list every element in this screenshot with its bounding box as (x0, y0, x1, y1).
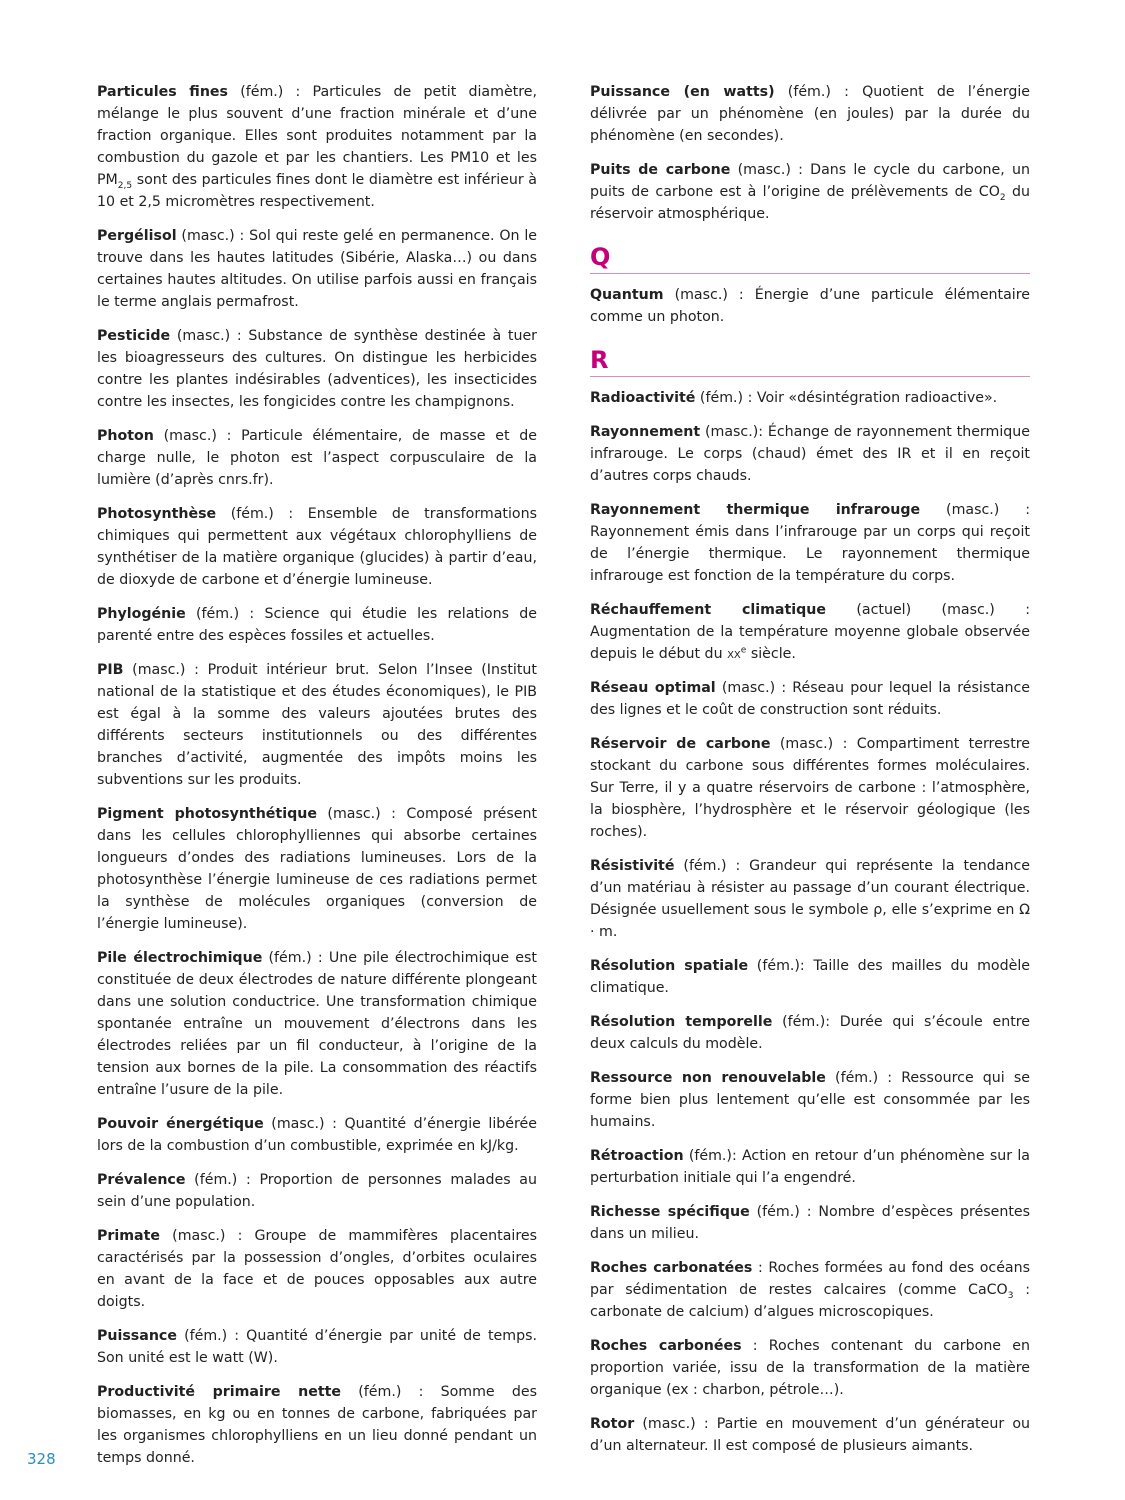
entry-term: Pile électrochimique (97, 950, 263, 966)
glossary-entry (590, 81, 1030, 147)
entry-definition: (masc.) : Dans le cycle du carbone, un puits de carbone est à l’origine de prélèvements de CO (590, 162, 1030, 200)
entry-term: PIB (97, 662, 124, 678)
entry-definition: (fém.) : Voir «désintégration radioactive». (695, 390, 998, 406)
entry-term: Pergélisol (97, 228, 177, 244)
entry-term: Réchauffement climatique (590, 602, 826, 618)
entry-term: Puits de carbone (590, 162, 731, 178)
entry-definition: (fém.) : Particules de petit diamètre, mélange le plus souvent d’une fraction minérale et d’une fraction organique. Elles sont produites notamment par la combustion du gazole et par les chantiers. Les PM10 et les PM (97, 84, 537, 188)
glossary-entry (97, 803, 537, 935)
entry-definition: (fém.) : Grandeur qui représente la tendance d’un matériau à résister au passage d’un courant électrique. Désignée usuellement sous le symbole ρ, elle s’exprime en Ω · m. (590, 858, 1030, 940)
entry-term: Roches carbonatées (590, 1260, 753, 1276)
entry-term: Rayonnement (590, 424, 701, 440)
glossary-entry (97, 947, 537, 1101)
entry-definition: (actuel) (masc.) : Augmentation de la température moyenne globale observée depuis le début du (590, 602, 1031, 662)
glossary-entry (590, 284, 1030, 328)
entry-term: Quantum (590, 287, 664, 303)
entry-definition: (masc.) : Rayonnement émis dans l’infrarouge par un corps qui reçoit de l’énergie thermique. Le rayonnement thermique infrarouge est fonction de la température du corps. (590, 502, 1030, 584)
page-number: 328 (27, 1450, 56, 1468)
glossary-entry (97, 503, 537, 591)
glossary-entry (590, 733, 1030, 843)
glossary-entry (590, 1413, 1030, 1457)
entry-definition: (fém.) : Somme des biomasses, en kg ou en tonnes de carbone, fabriquées par les organismes chlorophylliens en un lieu donné pendant un temps donné. (97, 1384, 537, 1466)
entry-definition: : Roches formées au fond des océans par sédimentation de restes calcaires (comme CaCO (590, 1260, 1030, 1298)
entry-term: Pesticide (97, 328, 171, 344)
left-column (97, 81, 537, 1481)
glossary-entry (590, 1335, 1030, 1401)
entry-definition: (fém.) : Nombre d’espèces présentes dans un milieu. (590, 1204, 1031, 1242)
entry-definition: (fém.) : Ensemble de transformations chimiques qui permettent aux végétaux chlorophylliens de synthétiser de la matière organique (glucides) à partir d’eau, de dioxyde de carbone et d’énergie lumineuse. (97, 506, 537, 588)
entry-term: Photosynthèse (97, 506, 217, 522)
entry-term: Particules fines (97, 84, 228, 100)
q-entries (590, 284, 1030, 328)
entry-definition: (fém.) : Science qui étudie les relations de parenté entre des espèces fossiles et actuelles. (97, 606, 537, 644)
glossary-entry (590, 387, 1030, 409)
entry-definition: (masc.) : Composé présent dans les cellules chlorophylliennes qui absorbe certaines longueurs d’ondes des radiations lumineuses. Lors de la photosynthèse l’énergie lumineuse de ces radiations permet la synthèse de molécules organiques (conversion de l’énergie lumineuse). (97, 806, 538, 932)
entry-definition-cont: sont des particules fines dont le diamètre est inférieur à 10 et 2,5 micromètres respectivement. (97, 172, 537, 210)
glossary-entry (97, 1225, 537, 1313)
entry-definition: (masc.) : Substance de synthèse destinée à tuer les bioagresseurs des cultures. On distingue les herbicides contre les plantes indésirables (adventices), les insecticides contre les insectes, les fongicides contre les champignons. (97, 328, 537, 410)
entry-term: Pigment photosynthétique (97, 806, 317, 822)
entry-definition: (fém.) : Ressource qui se forme bien plus lentement qu’elle est consommée par les humains. (590, 1070, 1030, 1130)
glossary-entry (590, 1067, 1030, 1133)
glossary-entry (97, 225, 537, 313)
entry-term: Photon (97, 428, 154, 444)
entry-term: Rétroaction (590, 1148, 684, 1164)
entry-term: Primate (97, 1228, 161, 1244)
entry-term: Rayonnement thermique infrarouge (590, 502, 921, 518)
entry-term: Résolution spatiale (590, 958, 749, 974)
entry-definition: (fém.): Taille des mailles du modèle climatique. (590, 958, 1031, 996)
glossary-entry (590, 955, 1030, 999)
glossary-entry (590, 855, 1030, 943)
section-letter-q: Q (590, 243, 1030, 274)
right-column (590, 81, 1030, 1469)
entry-definition: (masc.) : Sol qui reste gelé en permanence. On le trouve dans les hautes latitudes (Sibérie, Alaska…) ou dans certaines hautes altitudes. On utilise parfois aussi en français le terme anglais permafrost. (97, 228, 537, 310)
entry-term: Prévalence (97, 1172, 186, 1188)
glossary-entry (97, 659, 537, 791)
section-letter-r: R (590, 346, 1030, 377)
entry-term: Réseau optimal (590, 680, 716, 696)
glossary-entry (97, 1325, 537, 1369)
glossary-entry (590, 1257, 1030, 1323)
entry-term: Pouvoir énergétique (97, 1116, 264, 1132)
entry-definition: (fém.) : Quotient de l’énergie délivrée par un phénomène (en joules) par la durée du phénomène (en secondes). (590, 84, 1030, 144)
entry-definition: (fém.): Durée qui s’écoule entre deux calculs du modèle. (590, 1014, 1031, 1052)
entry-definition: (masc.) : Groupe de mammifères placentaires caractérisés par la possession d’ongles, d’orbites oculaires en avant de la face et de pouces opposables aux autre doigts. (97, 1228, 537, 1310)
glossary-entry (590, 1145, 1030, 1189)
entry-term: Productivité primaire nette (97, 1384, 342, 1400)
entry-subscript: 2 (999, 192, 1006, 203)
glossary-entry (590, 677, 1030, 721)
entry-smallcaps: xx (727, 646, 741, 662)
entry-term: Résistivité (590, 858, 675, 874)
entry-term: Puissance (en watts) (590, 84, 775, 100)
entry-term: Puissance (97, 1328, 177, 1344)
glossary-entry (590, 499, 1030, 587)
entry-term: Réservoir de carbone (590, 736, 771, 752)
entry-definition: (masc.) : Énergie d’une particule élémentaire comme un photon. (590, 287, 1030, 325)
entry-definition: (masc.) : Produit intérieur brut. Selon l’Insee (Institut national de la statistique et des études économiques), le PIB est égal à la somme des valeurs ajoutées brutes des différents secteurs institutionnels ou des différentes branches d’activité, augmentée des impôts moins les subventions sur les produits. (97, 662, 537, 788)
glossary-entry (590, 421, 1030, 487)
glossary-entry (590, 1201, 1030, 1245)
glossary-entry (97, 1169, 537, 1213)
r-entries (590, 387, 1030, 1457)
entry-term: Radioactivité (590, 390, 696, 406)
entry-definition: (fém.) : Proportion de personnes malades au sein d’une population. (97, 1172, 537, 1210)
glossary-entry (97, 1113, 537, 1157)
entry-term: Richesse spécifique (590, 1204, 750, 1220)
entry-term: Résolution temporelle (590, 1014, 773, 1030)
entry-definition-cont: : carbonate de calcium) d’algues microscopiques. (590, 1282, 1031, 1320)
entry-superscript: e (740, 645, 747, 656)
entry-term: Rotor (590, 1416, 635, 1432)
right-top-entries (590, 81, 1030, 225)
entry-definition: (fém.) : Une pile électrochimique est constituée de deux électrodes de nature différente plongeant dans une solution conductrice. Une transformation chimique spontanée entraîne un mouvement d’électrons dans les électrodes reliées par un fil conducteur, à l’origine de la tension aux bornes de la pile. La consommation des réactifs entraîne l’usure de la pile. (97, 950, 537, 1098)
glossary-entry (590, 599, 1030, 665)
entry-definition: (masc.) : Réseau pour lequel la résistance des lignes et le coût de construction sont réduits. (590, 680, 1030, 718)
entry-term: Roches carbonées (590, 1338, 742, 1354)
entry-definition-cont: du réservoir atmosphérique. (590, 184, 1030, 222)
entry-definition: (masc.) : Compartiment terrestre stockant du carbone sous différentes formes moléculaires. Sur Terre, il y a quatre réservoirs de carbone : l’atmosphère, la biosphère, l’hydrosphère et le réservoir géologique (les roches). (590, 736, 1031, 840)
entry-definition: (fém.) : Quantité d’énergie par unité de temps. Son unité est le watt (W). (97, 1328, 537, 1366)
entry-definition: (masc.) : Quantité d’énergie libérée lors de la combustion d’un combustible, exprimée en kJ/kg. (97, 1116, 538, 1154)
entry-definition: (masc.): Échange de rayonnement thermique infrarouge. Le corps (chaud) émet des IR et il en reçoit d’autres corps chauds. (590, 424, 1030, 484)
glossary-entry (97, 325, 537, 413)
entry-term: Phylogénie (97, 606, 186, 622)
glossary-entry (97, 603, 537, 647)
entry-subscript: 3 (1007, 1290, 1014, 1301)
entry-definition: (fém.): Action en retour d’un phénomène sur la perturbation initiale qui l’a engendré. (590, 1148, 1030, 1186)
entry-subscript: 2,5 (117, 180, 133, 191)
glossary-entry (97, 81, 537, 213)
glossary-entry (97, 425, 537, 491)
glossary-entry (590, 1011, 1030, 1055)
entry-definition: : Roches contenant du carbone en proportion variée, issu de la transformation de la matière organique (ex : charbon, pétrole…). (590, 1338, 1030, 1398)
glossary-entry (590, 159, 1030, 225)
entry-definition: (masc.) : Particule élémentaire, de masse et de charge nulle, le photon est l’aspect corpusculaire de la lumière (d’après cnrs.fr). (97, 428, 537, 488)
glossary-entry (97, 1381, 537, 1469)
entry-definition-cont: siècle. (746, 646, 796, 662)
entry-term: Ressource non renouvelable (590, 1070, 826, 1086)
entry-definition: (masc.) : Partie en mouvement d’un générateur ou d’un alternateur. Il est composé de plusieurs aimants. (590, 1416, 1030, 1454)
